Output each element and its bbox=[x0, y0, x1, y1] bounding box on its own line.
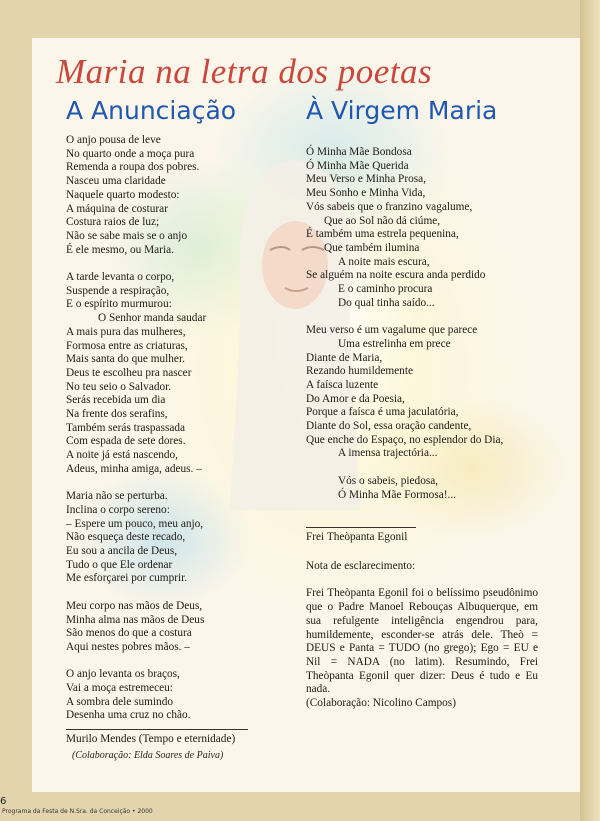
collaboration-credit: (Colaboração: Elda Soares de Paiva) bbox=[72, 750, 224, 761]
poem-line: Desenha uma cruz no chão. bbox=[66, 709, 191, 722]
poem-line: O Senhor manda saudar bbox=[98, 312, 207, 325]
poem-line: Meu corpo nas mãos de Deus, bbox=[66, 599, 203, 612]
note-heading: Nota de esclarecimento: bbox=[306, 560, 416, 572]
stanza bbox=[66, 600, 206, 655]
poem-line: Ó Minha Mãe Bondosa bbox=[306, 146, 412, 158]
poem-line: Serás recebida um dia bbox=[66, 394, 166, 407]
poem-line: Vai a moça estremeceu: bbox=[66, 682, 173, 695]
poem-line: Diante de Maria, bbox=[306, 351, 383, 364]
poem-line: Mais santa do que mulher. bbox=[66, 353, 185, 366]
poem-line: Se alguém na noite escura anda perdido bbox=[306, 269, 486, 282]
poem-line: Vós o sabeis, piedosa, bbox=[338, 474, 439, 487]
poem-line: Não se sabe mais se o anjo bbox=[66, 229, 188, 242]
poem-line: Meu Sonho e Minha Vida, bbox=[306, 187, 426, 200]
poem-line: Porque a faísca é uma jaculatória, bbox=[306, 406, 459, 419]
note-text: Frei Theòpanta Egonil foi o belíssimo pseudônimo que o Padre Manoel Rebouças Albuquerque, em sua refulgente inteligência engendrou para, humildemente, esconder-se atrás dele. Theò = DEUS e Panta = TUDO (no grego); Ego = EU e Nil = NADA (no latim). Resumindo, Frei Theòpanta Egonil quer dizer: Deus é tudo e Eu nada. bbox=[306, 587, 538, 696]
stanza bbox=[306, 324, 503, 461]
poem-line: A máquina de costurar bbox=[66, 202, 168, 215]
page-title: Maria na letra dos poetas bbox=[56, 52, 433, 91]
poem-line: A mais pura das mulheres, bbox=[66, 325, 186, 338]
poem-line: Costura raios de luz; bbox=[66, 216, 160, 229]
poem-virgem-maria bbox=[306, 146, 503, 502]
poem-line: É também uma estrela pequenina, bbox=[306, 228, 459, 241]
poem-line: Tudo o que Ele ordenar bbox=[66, 558, 173, 571]
note-collaboration: (Colaboração: Nicolino Campos) bbox=[306, 697, 456, 710]
poem-line: Que enche do Espaço, no esplendor do Dia, bbox=[306, 433, 504, 446]
footer-text: Programa da Festa de N.Sra. da Conceição • 2000 bbox=[2, 808, 153, 815]
author-divider bbox=[66, 729, 248, 730]
poem-title-virgem-maria: À Virgem Maria bbox=[306, 96, 498, 125]
author-divider bbox=[306, 527, 416, 528]
poem-title-anunciacao: A Anunciação bbox=[66, 96, 237, 125]
poem-line: Uma estrelinha em prece bbox=[338, 337, 451, 350]
author-frei-theopanta: Frei Theòpanta Egonil bbox=[306, 531, 408, 543]
poem-line: Adeus, minha amiga, adeus. – bbox=[66, 462, 202, 475]
poem-line: Que ao Sol não dá ciúme, bbox=[324, 214, 441, 227]
poem-line: Naquele quarto modesto: bbox=[66, 188, 180, 201]
poem-line: Formosa entre as criaturas, bbox=[66, 339, 188, 352]
poem-line: Me esforçarei por cumprir. bbox=[66, 572, 188, 585]
poem-line: No teu seio o Salvador. bbox=[66, 380, 172, 393]
poem-line: É ele mesmo, ou Maria. bbox=[66, 243, 174, 256]
poem-line: A noite já está nascendo, bbox=[66, 449, 178, 462]
poem-line: A faísca luzente bbox=[306, 378, 379, 391]
poem-line: Meu verso é um vagalume que parece bbox=[306, 324, 478, 337]
poem-line: Rezando humildemente bbox=[306, 365, 413, 378]
poem-line: São menos do que a costura bbox=[66, 627, 192, 640]
poem-line: Remenda a roupa dos pobres. bbox=[66, 161, 200, 174]
poem-line: A tarde levanta o corpo, bbox=[66, 271, 175, 284]
poem-line: Na frente dos serafins, bbox=[66, 408, 168, 421]
poem-line: Do qual tinha saído... bbox=[338, 296, 435, 309]
poem-line: Maria não se perturba. bbox=[66, 490, 168, 503]
poem-line: A sombra dele sumindo bbox=[66, 695, 173, 708]
stanza bbox=[306, 475, 503, 502]
clarification-note bbox=[306, 560, 538, 711]
poem-line: Do Amor e da Poesia, bbox=[306, 392, 405, 405]
poem-line: Diante do Sol, essa oração candente, bbox=[306, 420, 472, 433]
poem-line: Com espada de sete dores. bbox=[66, 435, 186, 448]
poem-line: A noite mais escura, bbox=[338, 255, 430, 268]
poem-line: Ó Minha Mãe Formosa!... bbox=[338, 488, 456, 501]
page-number: 6 bbox=[0, 796, 7, 807]
poem-line: Aqui nestes pobres mãos. – bbox=[66, 640, 190, 653]
poem-line: Também serás traspassada bbox=[66, 421, 186, 434]
poem-line: O anjo pousa de leve bbox=[66, 134, 161, 146]
poem-line: Ó Minha Mãe Querida bbox=[306, 159, 409, 172]
poem-line: Deus te escolheu pra nascer bbox=[66, 366, 192, 379]
poem-line: No quarto onde a moça pura bbox=[66, 147, 195, 160]
poem-anunciacao bbox=[66, 134, 206, 723]
poem-line: E o caminho procura bbox=[338, 283, 433, 296]
poem-line: Nasceu uma claridade bbox=[66, 175, 166, 188]
poem-line: Que também ilumina bbox=[324, 241, 420, 254]
stanza bbox=[306, 146, 503, 310]
stanza bbox=[66, 271, 206, 477]
poem-line: Vós sabeis que o franzino vagalume, bbox=[306, 200, 473, 213]
poem-line: A imensa trajectória... bbox=[338, 447, 438, 460]
stanza bbox=[66, 668, 206, 723]
poem-line: O anjo levanta os braços, bbox=[66, 668, 180, 681]
stanza bbox=[66, 490, 206, 586]
page-edge bbox=[580, 0, 600, 821]
poem-line: Inclina o corpo sereno: bbox=[66, 503, 170, 516]
poem-line: Eu sou a ancila de Deus, bbox=[66, 545, 178, 558]
poem-line: – Espere um pouco, meu anjo, bbox=[66, 517, 204, 530]
poem-line: Não esqueça deste recado, bbox=[66, 531, 186, 544]
poem-line: Meu Verso e Minha Prosa, bbox=[306, 173, 426, 186]
poem-line: Minha alma nas mãos de Deus bbox=[66, 613, 205, 626]
poem-line: Suspende a respiração, bbox=[66, 284, 170, 297]
author-murilo-mendes: Murilo Mendes (Tempo e eternidade) bbox=[66, 733, 236, 745]
stanza bbox=[66, 134, 206, 257]
poem-line: E o espírito murmurou: bbox=[66, 298, 172, 311]
